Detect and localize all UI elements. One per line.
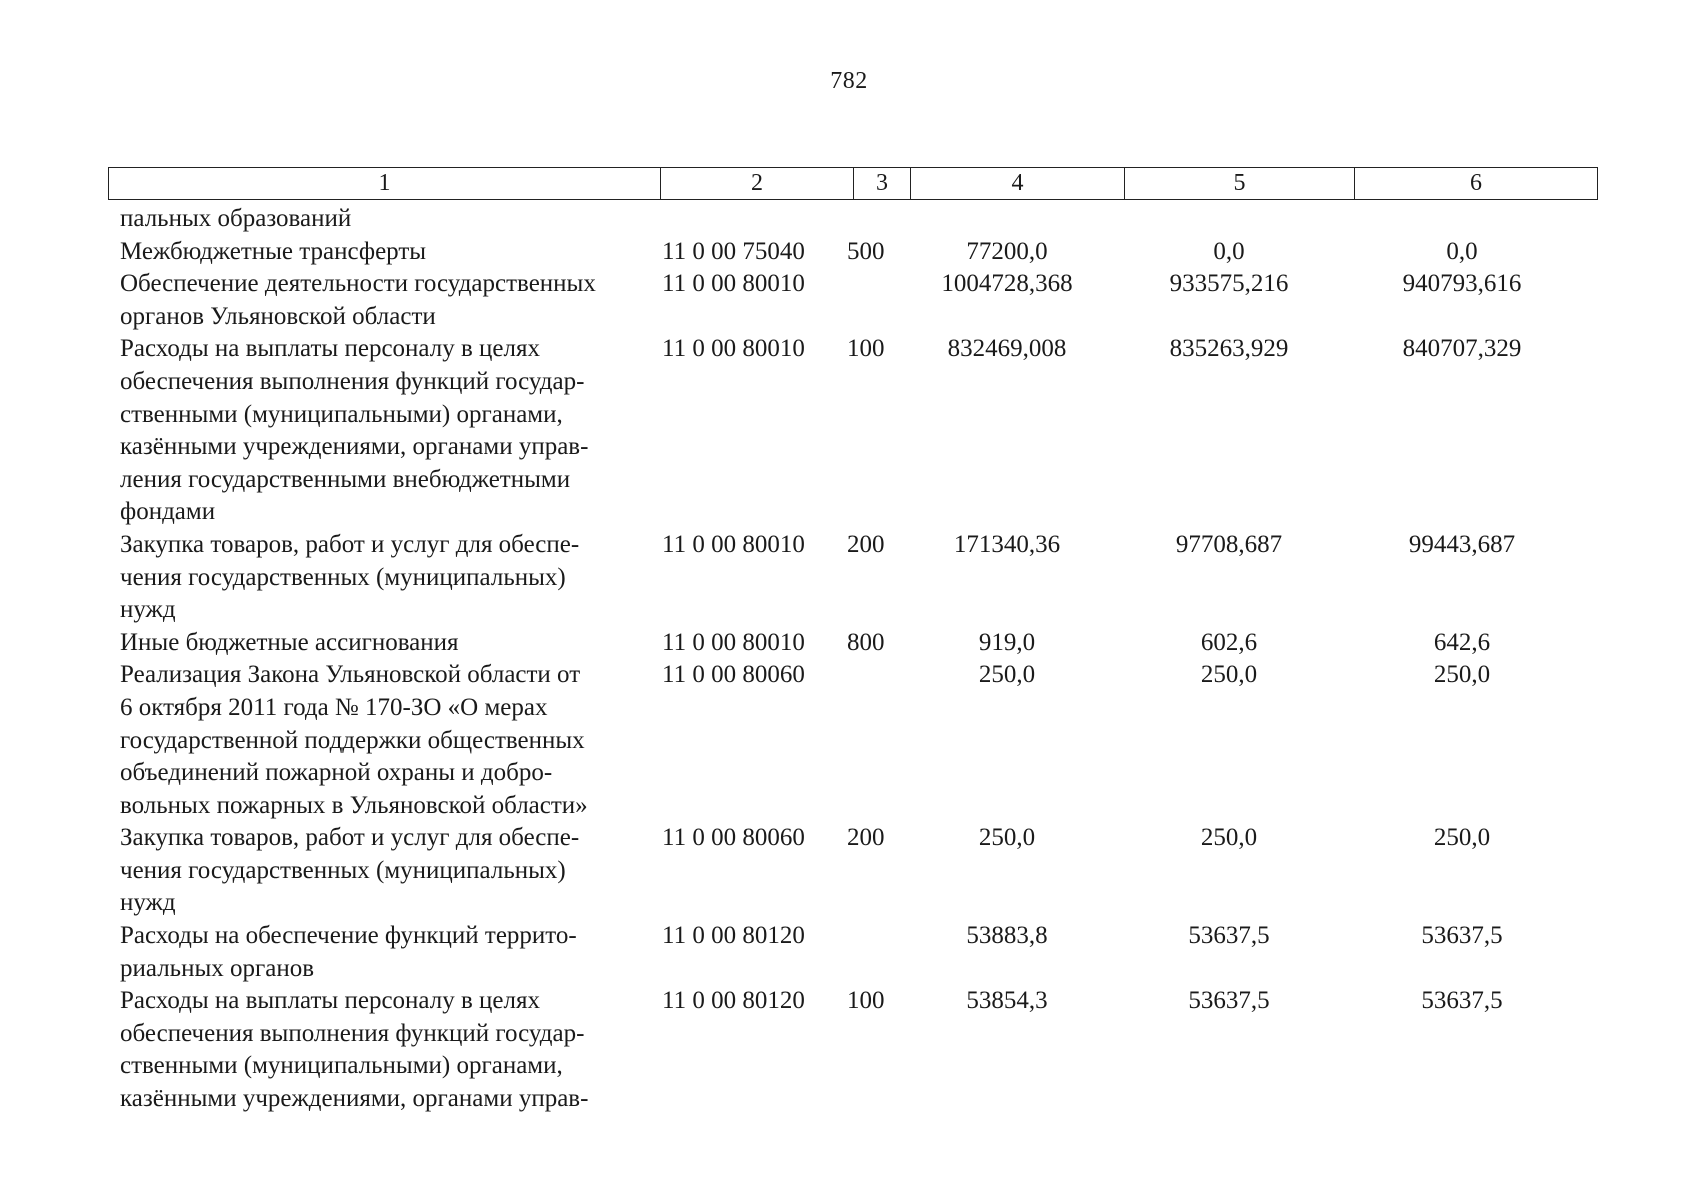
description-line: Закупка товаров, работ и услуг для обеспе-	[120, 530, 580, 558]
table-header	[108, 167, 1598, 200]
row-value-col5: 53637,5	[1188, 987, 1270, 1015]
row-value-col4: 919,0	[978, 628, 1036, 656]
row-description	[120, 985, 650, 1115]
description-line: вольных пожарных в Ульяновской области»	[120, 791, 588, 819]
description-line: обеспечения выполнения функций государ-	[120, 367, 585, 395]
row-value-col4: 77200,0	[966, 237, 1048, 265]
row-expense-type: 500	[847, 237, 885, 265]
row-value-col6: 642,6	[1433, 628, 1491, 656]
description-line: казёнными учреждениями, органами управ-	[120, 1085, 589, 1113]
row-code: 11 0 00 80060	[662, 824, 805, 852]
header-cell-3: 3	[854, 168, 911, 199]
table-row	[120, 985, 1598, 1115]
row-expense-type	[843, 268, 900, 333]
row-code: 11 0 00 80010	[662, 530, 805, 558]
description-line: обеспечения выполнения функций государ-	[120, 1019, 585, 1047]
row-expense-type: 800	[847, 628, 885, 656]
page-number: 782	[830, 68, 868, 94]
row-expense-type	[843, 659, 900, 822]
row-code: 11 0 00 80010	[662, 628, 805, 656]
description-line: Обеспечение деятельности государственных	[120, 270, 596, 298]
row-expense-type	[843, 203, 900, 236]
description-line: Расходы на обеспечение функций террито-	[120, 922, 577, 950]
row-code: 11 0 00 80120	[662, 987, 805, 1015]
row-code	[650, 203, 843, 236]
row-value-col5: 602,6	[1200, 628, 1258, 656]
description-line: Закупка товаров, работ и услуг для обеспе-	[120, 824, 580, 852]
table-row	[120, 236, 1598, 269]
row-value-col5: 53637,5	[1188, 922, 1270, 950]
description-line: нужд	[120, 889, 176, 917]
description-line: ственными (муниципальными) органами,	[120, 1052, 563, 1080]
row-expense-type: 200	[847, 824, 885, 852]
row-expense-type: 100	[847, 335, 885, 363]
row-description	[120, 333, 650, 529]
row-description	[120, 659, 650, 822]
row-value-col4: 832469,008	[947, 335, 1067, 363]
row-value-col4: 53854,3	[966, 987, 1048, 1015]
row-value-col5: 250,0	[1200, 824, 1258, 852]
row-expense-type: 100	[847, 987, 885, 1015]
table-row	[120, 268, 1598, 333]
description-line: Реализация Закона Ульяновской области от	[120, 661, 581, 689]
description-line: Межбюджетные трансферты	[120, 237, 427, 265]
header-cell-5: 5	[1125, 168, 1355, 199]
description-line: Расходы на выплаты персоналу в целях	[120, 335, 540, 363]
header-cell-6: 6	[1470, 170, 1482, 196]
row-value-col6: 0,0	[1446, 237, 1478, 265]
table-row	[120, 333, 1598, 529]
row-code: 11 0 00 80120	[662, 922, 805, 950]
row-description	[120, 920, 650, 985]
row-expense-type: 200	[847, 530, 885, 558]
description-line: объединений пожарной охраны и добро-	[120, 759, 553, 787]
description-line: 6 октября 2011 года № 170-ЗО «О мерах	[120, 693, 548, 721]
table-row	[120, 822, 1598, 920]
table-row	[120, 529, 1598, 627]
row-value-col6: 53637,5	[1421, 987, 1503, 1015]
table-row	[120, 920, 1598, 985]
row-description	[120, 268, 650, 333]
description-line: чения государственных (муниципальных)	[120, 563, 566, 591]
description-line: органов Ульяновской области	[120, 302, 436, 330]
description-line: казёнными учреждениями, органами управ-	[120, 433, 589, 461]
row-value-col4: 171340,36	[953, 530, 1061, 558]
row-code: 11 0 00 75040	[662, 237, 805, 265]
row-value-col5: 250,0	[1200, 661, 1258, 689]
row-description	[120, 236, 650, 269]
description-line: Иные бюджетные ассигнования	[120, 628, 459, 656]
row-description	[120, 529, 650, 627]
header-cell-2: 2	[661, 168, 854, 199]
row-description	[120, 627, 650, 660]
row-value-col5: 0,0	[1213, 237, 1245, 265]
row-code: 11 0 00 80010	[662, 335, 805, 363]
table-body	[120, 203, 1598, 1116]
row-code: 11 0 00 80060	[662, 661, 805, 689]
description-line: чения государственных (муниципальных)	[120, 856, 566, 884]
row-value-col6	[1344, 203, 1580, 236]
row-value-col6: 250,0	[1433, 824, 1491, 852]
row-value-col5: 933575,216	[1169, 270, 1289, 298]
row-description	[120, 822, 650, 920]
description-line: ственными (муниципальными) органами,	[120, 400, 563, 428]
row-expense-type	[843, 920, 900, 985]
description-line: ления государственными внебюджетными	[120, 465, 571, 493]
header-cell-4: 4	[911, 168, 1125, 199]
table-row	[120, 627, 1598, 660]
row-value-col4: 250,0	[978, 824, 1036, 852]
row-value-col6: 250,0	[1433, 661, 1491, 689]
row-description	[120, 203, 650, 236]
table-row	[120, 659, 1598, 822]
row-value-col6: 840707,329	[1402, 335, 1522, 363]
row-value-col4: 53883,8	[966, 922, 1048, 950]
row-value-col5: 97708,687	[1175, 530, 1283, 558]
row-value-col6: 940793,616	[1402, 270, 1522, 298]
table-row	[120, 203, 1598, 236]
description-line: нужд	[120, 596, 176, 624]
row-value-col5: 835263,929	[1169, 335, 1289, 363]
row-value-col6: 53637,5	[1421, 922, 1503, 950]
description-line: фондами	[120, 498, 216, 526]
row-value-col4: 1004728,368	[941, 270, 1073, 298]
row-value-col4	[900, 203, 1114, 236]
description-line: пальных образований	[120, 205, 352, 232]
description-line: государственной поддержки общественных	[120, 726, 585, 754]
description-line: Расходы на выплаты персоналу в целях	[120, 987, 540, 1015]
header-cell-1: 1	[109, 168, 661, 199]
row-code: 11 0 00 80010	[662, 270, 805, 298]
description-line: риальных органов	[120, 954, 315, 982]
row-value-col6: 99443,687	[1408, 530, 1516, 558]
row-value-col5	[1114, 203, 1344, 236]
row-value-col4: 250,0	[978, 661, 1036, 689]
